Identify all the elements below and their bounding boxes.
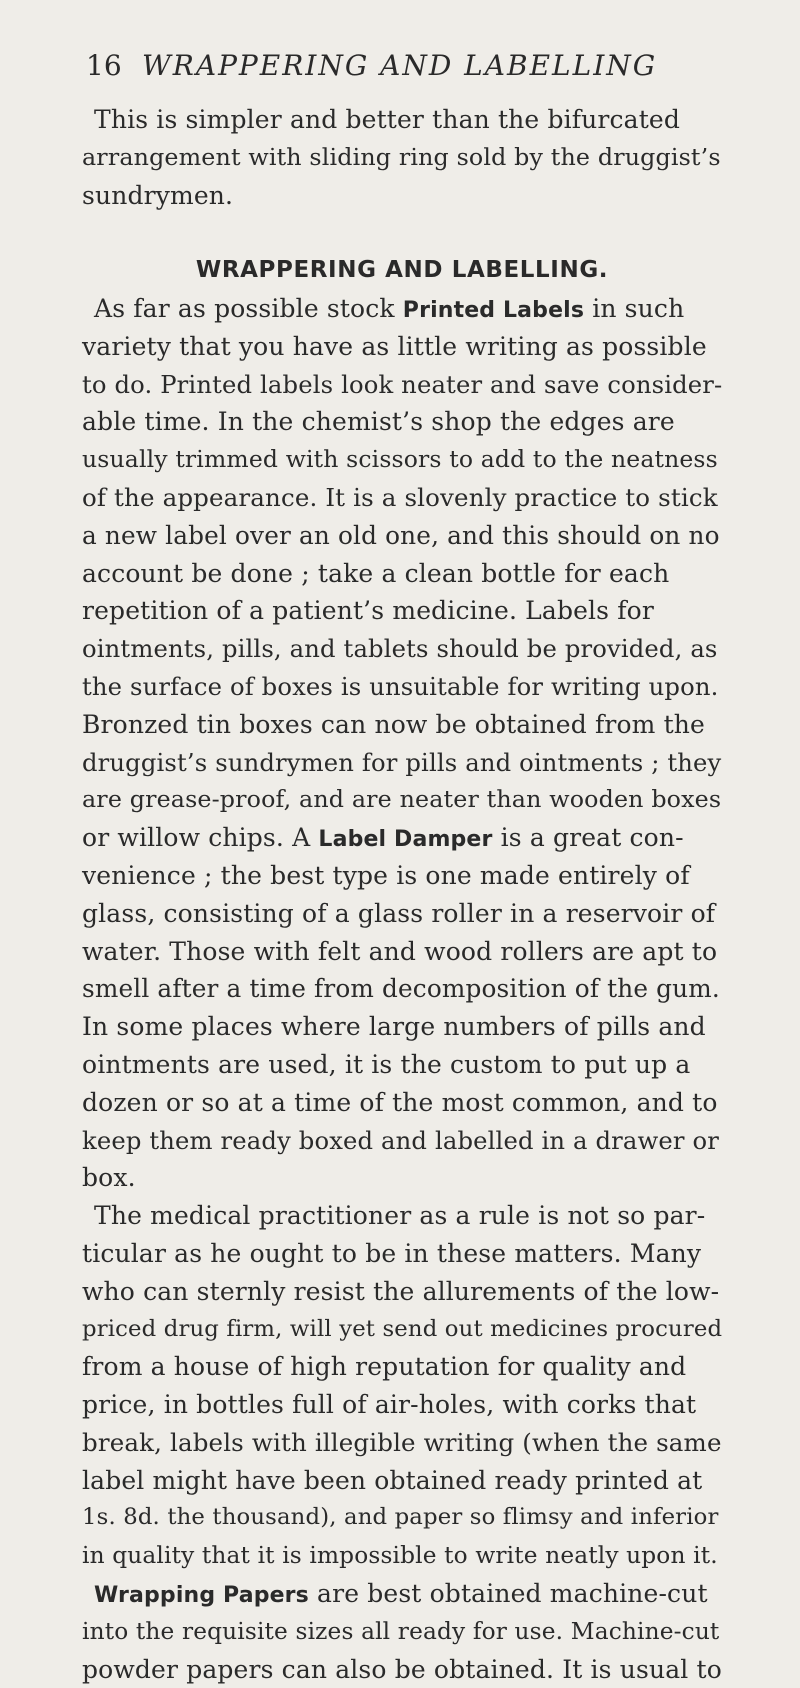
text-line: account be done ; take a clean bottle for each	[82, 558, 670, 588]
text-run: is a great con-	[492, 823, 684, 853]
page-number: 16	[86, 49, 122, 82]
text-line: powder papers can also be obtained. It is usual to	[82, 1654, 722, 1684]
text-line: repetition of a patient’s medicine. Labels for	[82, 596, 654, 626]
text-line: 1s. 8d. the thousand), and paper so flimsy and inferior	[82, 1504, 719, 1531]
bold-term: Wrapping Papers	[94, 1583, 309, 1609]
text-line: smell after a time from decomposition of the gum.	[82, 974, 720, 1004]
text-line: who can sternly resist the allurements of the low-	[82, 1276, 720, 1306]
text-line: of the appearance. It is a slovenly practice to stick	[82, 482, 718, 512]
text-line: the surface of boxes is unsuitable for writing upon.	[82, 671, 719, 701]
text-run: or willow chips. A	[82, 823, 319, 853]
text-run: are best obtained machine-cut	[308, 1579, 708, 1609]
text-line: label might have been obtained ready printed at	[82, 1465, 703, 1495]
text-line: from a house of high reputation for quality and	[82, 1352, 687, 1382]
text-line: usually trimmed with scissors to add to the neatness	[82, 445, 718, 474]
text-line: break, labels with illegible writing (when the same	[82, 1427, 722, 1457]
text-line: priced drug firm, will yet send out medicines procured	[82, 1315, 723, 1342]
text-line: box.	[82, 1163, 136, 1193]
text-line: into the requisite sizes all ready for use. Machine-cut	[82, 1617, 720, 1645]
text-line: ointments, pills, and tablets should be provided, as	[82, 634, 718, 664]
text-line: keep them ready boxed and labelled in a drawer or	[82, 1125, 720, 1155]
text-line: arrangement with sliding ring sold by the druggist’s	[82, 142, 721, 171]
text-line	[82, 819, 722, 857]
text-line	[82, 1575, 722, 1613]
text-line: are grease-proof, and are neater than wooden boxes	[82, 785, 722, 814]
text-line: to do. Printed labels look neater and save consider-	[82, 369, 723, 399]
section-heading: WRAPPERING AND LABELLING.	[195, 257, 609, 284]
text-line: ticular as he ought to be in these matters. Many	[82, 1238, 702, 1268]
text-line: ointments are used, it is the custom to put up a	[82, 1049, 691, 1079]
bold-term: Printed Labels	[402, 297, 585, 323]
text-line: sundrymen.	[82, 180, 234, 210]
text-run: As far as possible stock	[94, 293, 403, 323]
text-line: In some places where large numbers of pills and	[82, 1012, 706, 1042]
text-line: in quality that it is impossible to write neatly upon it.	[82, 1542, 718, 1570]
text-line: This is simpler and better than the bifurcated	[94, 105, 681, 134]
text-run: in such	[584, 293, 685, 323]
text-line: venience ; the best type is one made entirely of	[82, 860, 690, 890]
text-line: able time. In the chemist’s shop the edges are	[82, 407, 675, 437]
text-line: Bronzed tin boxes can now be obtained from the	[82, 709, 706, 739]
running-title: WRAPPERING AND LABELLING	[142, 49, 658, 82]
text-line: The medical practitioner as a rule is not so par-	[94, 1201, 706, 1231]
text-line: price, in bottles full of air-holes, with corks that	[82, 1390, 697, 1420]
text-line	[82, 290, 722, 328]
text-line: a new label over an old one, and this should on no	[82, 520, 720, 550]
text-line: druggist’s sundrymen for pills and ointments ; they	[82, 747, 722, 777]
running-head	[86, 46, 726, 86]
text-line: glass, consisting of a glass roller in a reservoir of	[82, 898, 716, 928]
text-line: dozen or so at a time of the most common, and to	[82, 1087, 718, 1117]
spacer	[82, 214, 722, 252]
text-line: variety that you have as little writing as possible	[82, 331, 707, 361]
bold-term: Label Damper	[318, 827, 493, 853]
text-line: water. Those with felt and wood rollers are apt to	[82, 936, 718, 966]
